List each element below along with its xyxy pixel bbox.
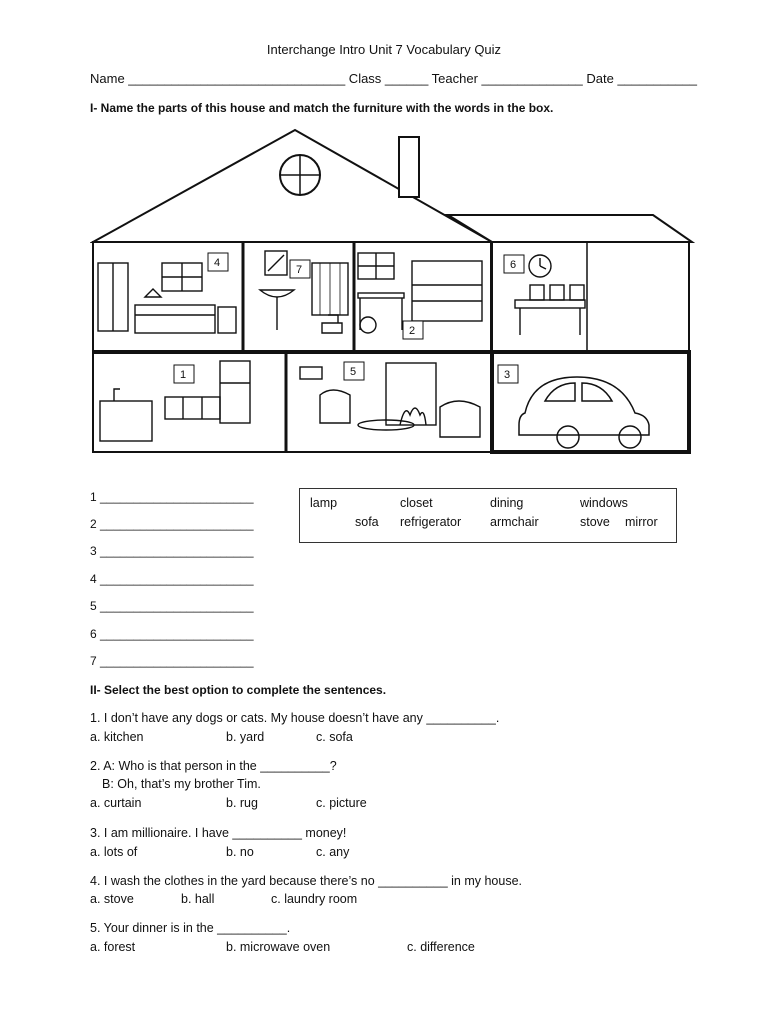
question-2: 2. A: Who is that person in the __________? — [90, 759, 337, 773]
section-2-instruction: II- Select the best option to complete the sentences. — [90, 683, 387, 697]
student-info-line: Name ______________________________ Class ______ Teacher ______________ Date ___________ — [90, 71, 697, 86]
word-sofa: sofa — [355, 515, 379, 529]
question-4: 4. I wash the clothes in the yard because there’s no __________ in my house. — [90, 874, 523, 888]
main-roof — [93, 130, 492, 242]
q3-option-b[interactable]: b. no — [226, 845, 254, 859]
room-number-7: 7 — [296, 264, 303, 276]
q5-option-a[interactable]: a. forest — [90, 940, 136, 954]
chimney — [399, 137, 419, 197]
q1-option-c[interactable]: c. sofa — [316, 730, 353, 744]
section-1-instruction: I- Name the parts of this house and match the furniture with the words in the box. — [90, 101, 554, 115]
quiz-title: Interchange Intro Unit 7 Vocabulary Quiz — [266, 42, 502, 57]
q3-option-a[interactable]: a. lots of — [90, 845, 138, 859]
q4-option-c[interactable]: c. laundry room — [271, 892, 358, 906]
room-number-1: 1 — [180, 369, 187, 381]
answer-line-2[interactable]: 2 _______________________ — [90, 517, 254, 531]
question-1: 1. I don’t have any dogs or cats. My house doesn’t have any __________. — [90, 711, 500, 725]
answer-line-4[interactable]: 4 _______________________ — [90, 572, 254, 586]
q5-option-c[interactable]: c. difference — [407, 940, 475, 954]
q2-option-b[interactable]: b. rug — [226, 796, 258, 810]
answer-line-7[interactable]: 7 _______________________ — [90, 654, 254, 668]
word-windows: windows — [580, 496, 628, 510]
q4-option-a[interactable]: a. stove — [90, 892, 134, 906]
word-dining: dining — [490, 496, 524, 510]
q5-option-b[interactable]: b. microwave oven — [226, 940, 331, 954]
word-refrigerator: refrigerator — [400, 515, 462, 529]
question-2-line-b: B: Oh, that’s my brother Tim. — [102, 777, 261, 791]
house-illustration — [90, 125, 695, 460]
word-mirror: mirror — [625, 515, 658, 529]
question-5: 5. Your dinner is in the __________. — [90, 921, 291, 935]
side-roof — [448, 215, 692, 242]
room-number-3: 3 — [504, 369, 511, 381]
answer-line-6[interactable]: 6 _______________________ — [90, 627, 254, 641]
word-lamp: lamp — [310, 496, 338, 510]
room-number-6: 6 — [510, 259, 517, 271]
word-armchair: armchair — [490, 515, 539, 529]
q4-option-b[interactable]: b. hall — [181, 892, 215, 906]
q1-option-b[interactable]: b. yard — [226, 730, 265, 744]
answer-line-3[interactable]: 3 _______________________ — [90, 544, 254, 558]
word-box — [299, 488, 677, 543]
answer-line-5[interactable]: 5 _______________________ — [90, 599, 254, 613]
room-number-4: 4 — [214, 257, 221, 269]
q2-option-c[interactable]: c. picture — [316, 796, 367, 810]
word-stove: stove — [580, 515, 610, 529]
room-number-5: 5 — [350, 366, 357, 378]
answer-line-1[interactable]: 1 _______________________ — [90, 490, 254, 504]
question-3: 3. I am millionaire. I have __________ money! — [90, 826, 347, 840]
q1-option-a[interactable]: a. kitchen — [90, 730, 144, 744]
q3-option-c[interactable]: c. any — [316, 845, 350, 859]
word-closet: closet — [400, 496, 433, 510]
q2-option-a[interactable]: a. curtain — [90, 796, 142, 810]
room-number-2: 2 — [409, 325, 416, 337]
